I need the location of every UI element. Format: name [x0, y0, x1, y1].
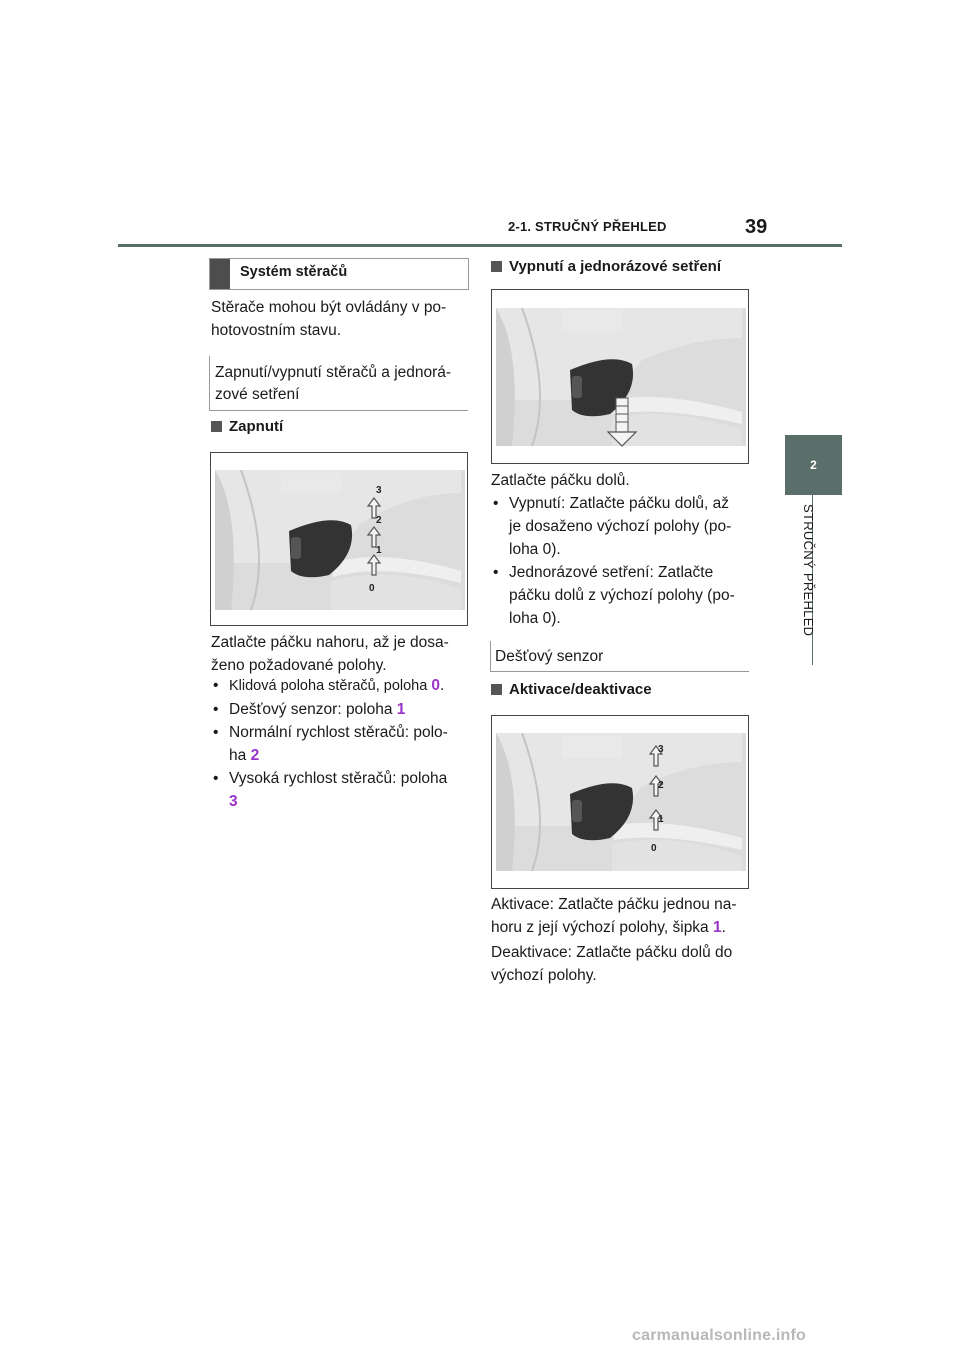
page-number: 39	[745, 216, 768, 238]
list-item: • Dešťový senzor: poloha 1	[211, 698, 476, 721]
push-up-description	[211, 631, 473, 677]
positions-list	[211, 674, 476, 813]
section-heading-marker	[210, 259, 230, 289]
list-item: • Klidová poloha stěračů, poloha 0.	[211, 674, 476, 698]
label-2: 2	[376, 515, 382, 526]
section-heading: Systém stěračů	[240, 264, 348, 280]
bullet-heading-on	[211, 418, 283, 435]
subheading-rule	[209, 410, 468, 411]
off-list	[491, 492, 756, 630]
rain-sensor-illustration	[492, 716, 748, 888]
chapter-tab[interactable]	[785, 435, 842, 495]
label-2: 2	[658, 780, 664, 791]
square-bullet-icon	[211, 421, 222, 432]
label-1: 1	[658, 814, 664, 825]
section-heading-box	[209, 258, 469, 290]
subheading-rain-sensor: Dešťový senzor	[495, 648, 604, 665]
label-3: 3	[376, 485, 382, 496]
subheading-rule	[490, 671, 749, 672]
chapter-number: 2	[810, 458, 817, 472]
subheading-line: zové setření	[215, 386, 300, 403]
square-bullet-icon	[491, 261, 502, 272]
intro-line: Stěrače mohou být ovládány v po-	[211, 299, 447, 316]
list-item: • Normální rychlost stěračů: polo- ha 2	[211, 721, 476, 767]
label-0: 0	[369, 583, 375, 594]
label-3: 3	[658, 744, 664, 755]
section-title: 2-1. STRUČNÝ PŘEHLED	[508, 219, 667, 234]
subheading-wipers	[215, 362, 475, 406]
lever-down-illustration	[492, 290, 748, 463]
list-item: • Jednorázové setření: Zatlačte páčku dolů z výchozí polohy (po- loha 0).	[491, 561, 756, 630]
figure-rain-sensor	[491, 715, 749, 889]
intro-paragraph	[211, 296, 471, 342]
list-item: • Vysoká rychlost stěračů: poloha 3	[211, 767, 476, 813]
desc-line: ženo požadované polohy.	[211, 657, 387, 674]
watermark: carmanualsonline.info	[632, 1327, 807, 1344]
bullet-heading-text: Vypnutí a jednorázové setření	[509, 258, 721, 275]
bullet-heading-activation	[491, 681, 652, 698]
square-bullet-icon	[491, 684, 502, 695]
activation-paragraph: Aktivace: Zatlačte páčku jednou na- horu z její výchozí polohy, šipka 1.	[491, 896, 737, 936]
list-item: • Vypnutí: Zatlačte páčku dolů, až je dosaženo výchozí polohy (po- loha 0).	[491, 492, 756, 561]
figure-lever-up	[210, 452, 468, 626]
lever-up-illustration	[211, 453, 467, 625]
figure-lever-down	[491, 289, 749, 464]
bullet-heading-text: Aktivace/deaktivace	[509, 681, 652, 698]
subheading-line: Zapnutí/vypnutí stěračů a jednorá-	[215, 364, 452, 381]
subheading-bar	[490, 641, 491, 671]
label-1: 1	[376, 545, 382, 556]
label-0: 0	[651, 843, 657, 854]
desc-line: Zatlačte páčku nahoru, až je dosa-	[211, 634, 449, 651]
bullet-heading-text: Zapnutí	[229, 418, 284, 435]
push-down-description: Zatlačte páčku dolů.	[491, 472, 630, 489]
bullet-heading-off	[491, 258, 721, 275]
chapter-label: STRUČNÝ PŘEHLED	[801, 504, 816, 637]
subheading-bar	[209, 356, 210, 410]
deactivation-paragraph: Deaktivace: Zatlačte páčku dolů do výchozí polohy.	[491, 944, 733, 984]
header-rule	[118, 244, 842, 247]
intro-line: hotovostním stavu.	[211, 322, 342, 339]
